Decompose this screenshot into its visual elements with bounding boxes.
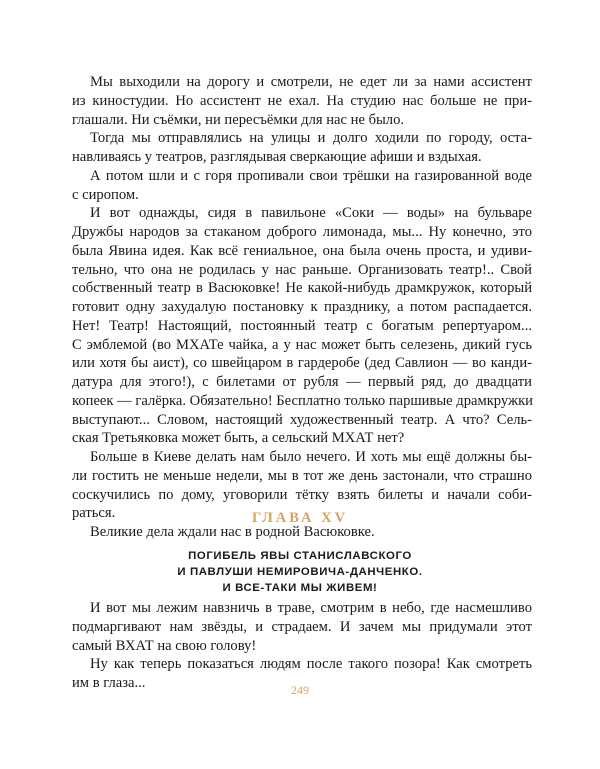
text-line: И вот однажды, сидя в павильоне «Соки — воды» на бульваре bbox=[90, 205, 532, 222]
chapter-subtitle-line: И ВСЕ-ТАКИ МЫ ЖИВЕМ! bbox=[222, 582, 378, 594]
text-line: глашали. Ни съёмки, ни пересъёмки для нас не было. bbox=[72, 111, 405, 128]
text-line: Больше в Киеве делать нам было нечего. И хоть мы ещё должны бы- bbox=[90, 449, 532, 465]
chapter-subtitle-line: ПОГИБЕЛЬ ЯВЫ СТАНИСЛАВСКОГО bbox=[188, 550, 412, 562]
text-line: Ну как теперь показаться людям после такого позора! Как смотреть bbox=[90, 656, 532, 673]
text-line: выступают... Словом, настоящий художественный театр. А что? Сель- bbox=[72, 411, 532, 428]
text-line: раться. bbox=[72, 505, 116, 522]
page-number: 249 bbox=[291, 683, 309, 697]
text-line: навливаясь у театров, разглядывая сверкающие афиши и вздыхая. bbox=[72, 149, 482, 165]
text-line: А потом шли и с горя пропивали свои трёшки на газированной воде bbox=[90, 167, 532, 184]
text-line: собственный театр в Васюковке! Не какой-нибудь драмкружок, который bbox=[72, 280, 532, 297]
chapter-heading: ГЛАВА XV bbox=[251, 510, 349, 526]
text-line: С эмблемой (во МХАТе чайка, а у нас может быть селезень, дикий гусь bbox=[72, 336, 532, 353]
text-line: Тогда мы отправлялись на улицы и долго ходили по городу, оста- bbox=[90, 130, 532, 147]
text-line: самый ВХАТ на свою голову! bbox=[72, 637, 257, 654]
text-line: датура для этого!), с билетами от рубля — первый ряд, до двадцати bbox=[72, 374, 532, 390]
text-line: или хотя бы аист), со швейцаром в гардеробе (дед Савлион — во канди- bbox=[72, 355, 532, 372]
text-line: тельно, что она не родилась у нас раньше. Организовать театр!.. Свой bbox=[72, 261, 532, 278]
chapter-subtitle-line: И ПАВЛУШИ НЕМИРОВИЧА-ДАНЧЕНКО. bbox=[177, 566, 423, 578]
text-line: Нет! Театр! Настоящий, постоянный театр с богатым репертуаром... bbox=[72, 317, 532, 334]
text-line: Дружбы народов за стаканом доброго лимонада, мы... Ну конечно, это bbox=[72, 224, 532, 240]
text-line: подмаргивают нам звёзды, и страдаем. И зачем мы придумали этот bbox=[72, 618, 532, 635]
text-line: готовит одну захудалую постановку к празднику, а потом распадается. bbox=[72, 299, 532, 315]
text-line: им в глаза... bbox=[72, 675, 146, 691]
text-line: из киностудии. Но ассистент не ехал. На студию нас больше не при- bbox=[72, 92, 532, 109]
text-line: Мы выходили на дорогу и смотрели, не едет ли за нами ассистент bbox=[90, 74, 532, 90]
text-line: копеек — галёрка. Обязательно! Бесплатно только паршивые драмкружки bbox=[72, 392, 533, 409]
text-line: соскучились по дому, уговорили тётку взять билеты и начали соби- bbox=[72, 486, 532, 503]
text-line: И вот мы лежим навзничь в траве, смотрим в небо, где насмешливо bbox=[90, 600, 532, 616]
text-line: была Явина идея. Как всё гениальное, она была очень проста, и удиви- bbox=[72, 242, 532, 259]
text-line: с сиропом. bbox=[72, 186, 139, 203]
text-line: Великие дела ждали нас в родной Васюковке. bbox=[90, 524, 375, 540]
text-line: ская Третьяковка может быть, а сельский МХАТ нет? bbox=[72, 430, 405, 447]
text-line: ли гостить не меньше недели, мы в тот же день застонали, что страшно bbox=[72, 467, 532, 484]
